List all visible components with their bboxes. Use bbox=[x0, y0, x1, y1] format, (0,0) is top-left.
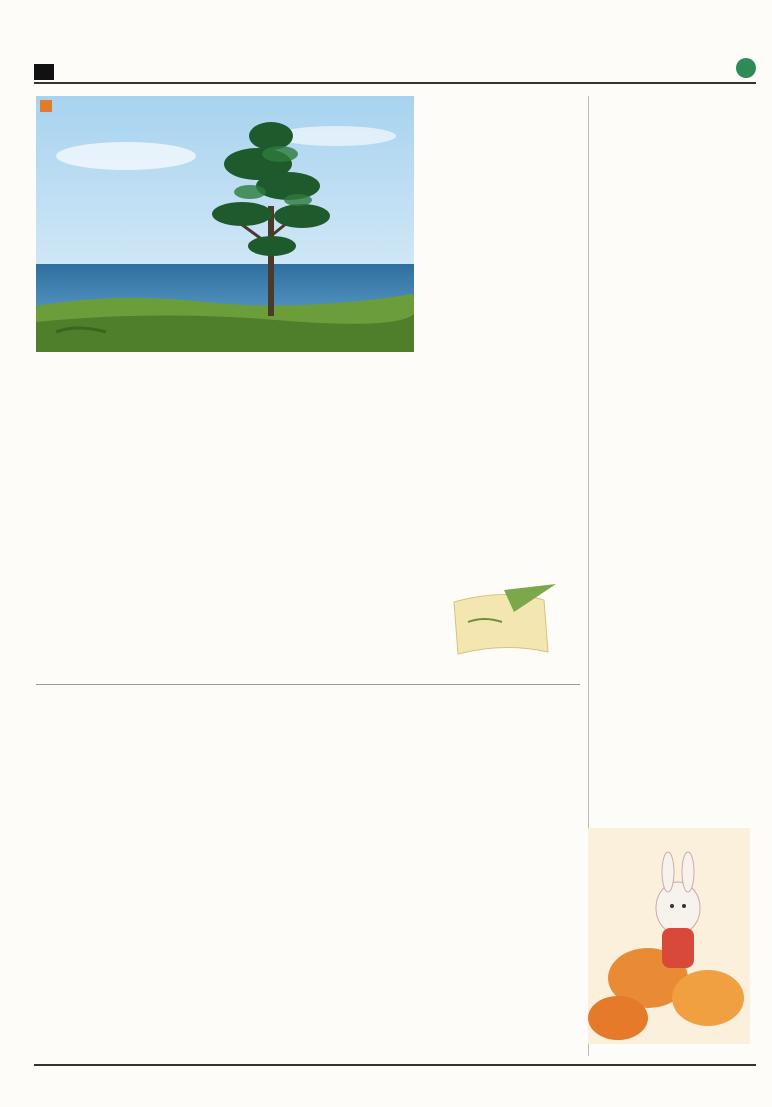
article2-column-2 bbox=[206, 756, 372, 1056]
article3-column-continued bbox=[592, 398, 752, 826]
article2-divider bbox=[36, 684, 580, 685]
article2-column-3 bbox=[380, 756, 580, 1056]
article1-column-3 bbox=[422, 96, 582, 576]
rabbit-pumpkin-illustration bbox=[588, 828, 750, 1044]
column-tag bbox=[40, 100, 56, 112]
tag-marker-icon bbox=[40, 100, 52, 112]
english-name bbox=[34, 64, 54, 80]
page-number bbox=[736, 58, 756, 78]
masthead bbox=[34, 20, 756, 90]
article1-column-1 bbox=[36, 382, 158, 674]
article1-column-2 bbox=[168, 382, 290, 674]
masthead-rule bbox=[34, 82, 756, 84]
seaside-tree-photo bbox=[36, 96, 414, 352]
article2-column-1 bbox=[36, 756, 198, 1056]
newspaper-logo bbox=[34, 20, 36, 60]
seaside-illustration bbox=[36, 96, 414, 352]
article3-column-1-top bbox=[592, 96, 676, 396]
masthead-info-bar bbox=[34, 64, 756, 80]
page-footer bbox=[34, 1064, 756, 1086]
scroll-quill-icon bbox=[444, 582, 564, 664]
